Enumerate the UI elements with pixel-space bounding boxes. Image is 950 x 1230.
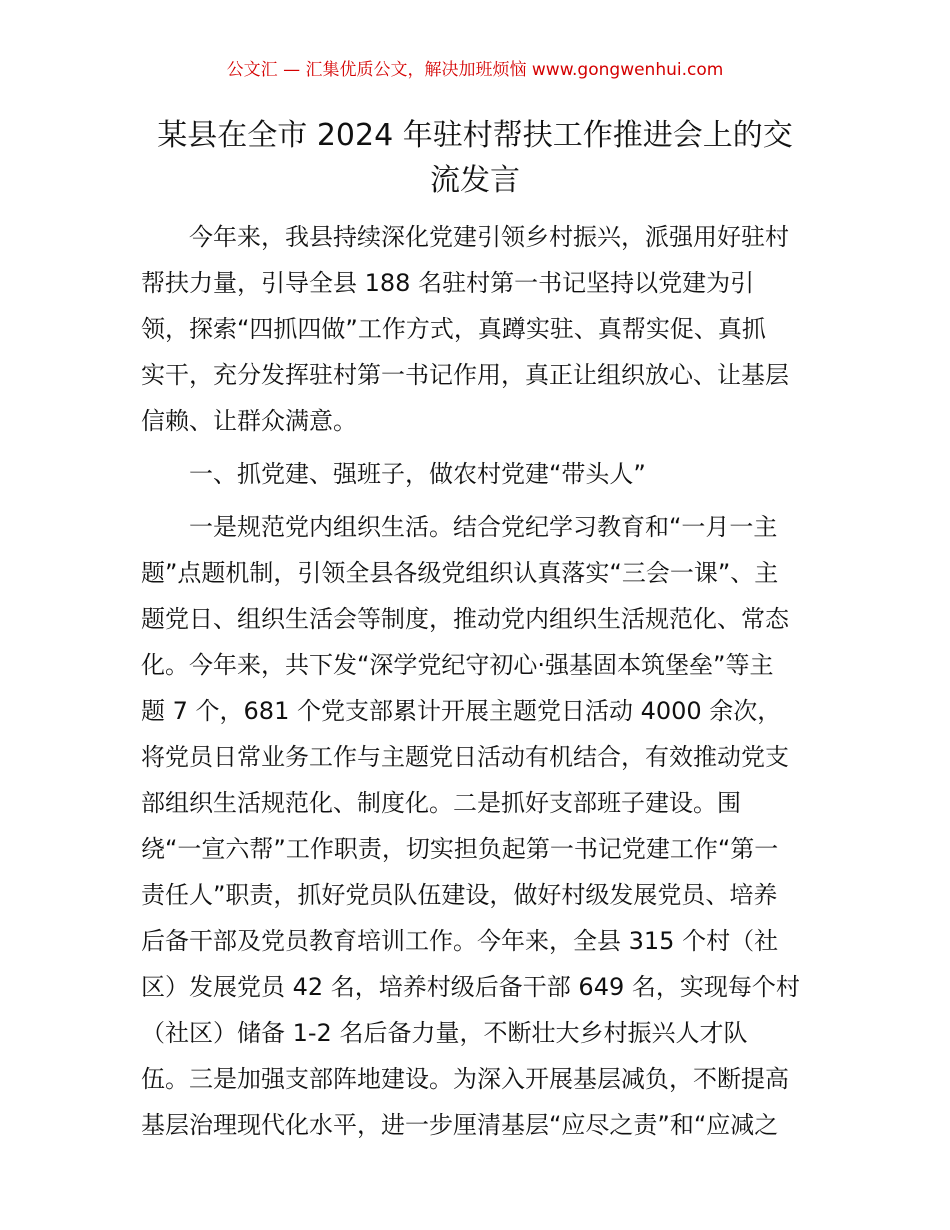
text-line: 将党员日常业务工作与主题党日活动有机结合，有效推动党支 xyxy=(141,743,789,771)
text-line: 今年来，我县持续深化党建引领乡村振兴，派强用好驻村 xyxy=(189,223,789,251)
text-line: 绕“一宣六帮”工作职责，切实担负起第一书记党建工作“第一 xyxy=(141,835,779,863)
text-line: 一是规范党内组织生活。结合党纪学习教育和“一月一主 xyxy=(189,513,778,541)
text-line: 信赖、让群众满意。 xyxy=(141,407,357,435)
text-line: 化。今年来，共下发“深学党纪守初心·强基固本筑堡垒”等主 xyxy=(141,651,774,679)
text-line: 帮扶力量，引导全县 188 名驻村第一书记坚持以党建为引 xyxy=(141,269,755,297)
site-banner: 公文汇 — 汇集优质公文，解决加班烦恼 www.gongwenhui.com xyxy=(226,60,724,80)
body-paragraph xyxy=(141,504,811,1148)
text-line: 题党日、组织生活会等制度，推动党内组织生活规范化、常态 xyxy=(141,605,789,633)
text-line: 一、抓党建、强班子，做农村党建“带头人” xyxy=(189,460,646,488)
section-heading xyxy=(141,451,811,497)
text-line: 领，探索“四抓四做”工作方式，真蹲实驻、真帮实促、真抓 xyxy=(141,315,766,343)
text-line: 基层治理现代化水平，进一步厘清基层“应尽之责”和“应减之 xyxy=(141,1111,779,1139)
document-body xyxy=(141,214,811,1148)
text-line: 伍。三是加强支部阵地建设。为深入开展基层减负，不断提高 xyxy=(141,1065,789,1093)
text-line: 实干，充分发挥驻村第一书记作用，真正让组织放心、让基层 xyxy=(141,361,789,389)
text-line: 题 7 个，681 个党支部累计开展主题党日活动 4000 余次， xyxy=(141,697,782,725)
text-line: 部组织生活规范化、制度化。二是抓好支部班子建设。围 xyxy=(141,789,741,817)
text-line: 责任人”职责，抓好党员队伍建设，做好村级发展党员、培养 xyxy=(141,881,778,909)
title-line: 流发言 xyxy=(430,163,520,198)
text-line: 题”点题机制，引领全县各级党组织认真落实“三会一课”、主 xyxy=(141,559,779,587)
document-title xyxy=(130,113,820,203)
text-line: 后备干部及党员教育培训工作。今年来，全县 315 个村（社 xyxy=(141,927,779,955)
text-line: 区）发展党员 42 名，培养村级后备干部 649 名，实现每个村 xyxy=(141,973,800,1001)
title-line: 某县在全市 2024 年驻村帮扶工作推进会上的交 xyxy=(157,118,793,153)
intro-paragraph xyxy=(141,214,811,444)
text-line: （社区）储备 1-2 名后备力量，不断壮大乡村振兴人才队 xyxy=(141,1019,748,1047)
